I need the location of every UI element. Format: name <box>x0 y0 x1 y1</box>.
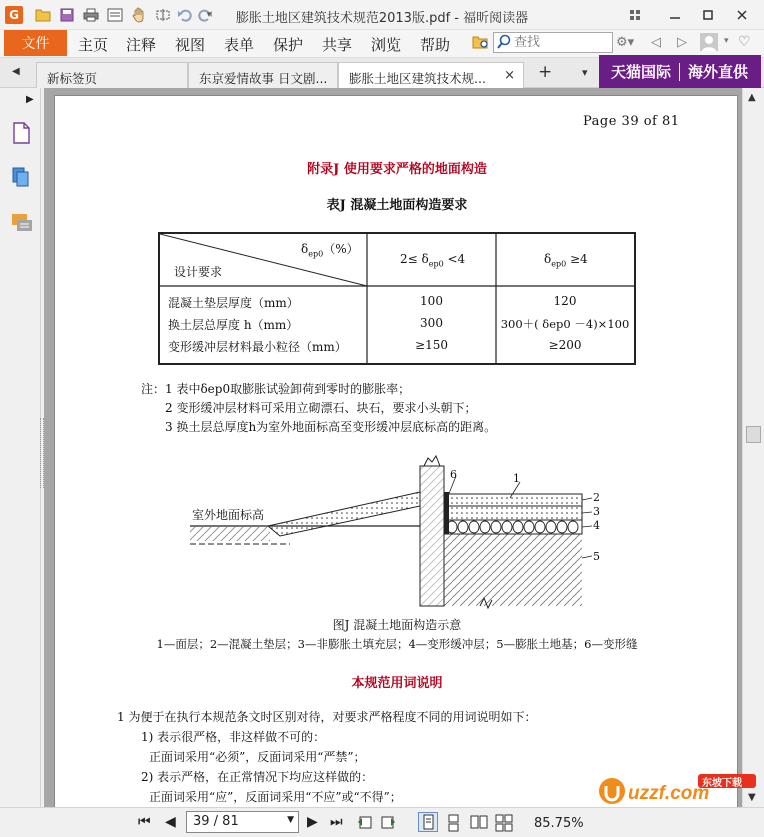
concrete-floor-requirements-table <box>158 232 636 365</box>
row-label-cushion-thickness: 混凝土垫层厚度（mm） <box>168 296 299 310</box>
body-line-4: 2) 表示严格，在正常情况下均应这样做的： <box>141 770 374 784</box>
figure-callout-3: 3 <box>593 505 600 518</box>
next-view-icon[interactable] <box>380 814 396 834</box>
previous-page-icon[interactable]: ◀ <box>165 814 176 830</box>
properties-icon[interactable] <box>106 6 124 24</box>
tab-label: 新标签页 <box>47 71 98 86</box>
tab-menu-dropdown-icon[interactable]: ▾ <box>582 66 588 79</box>
body-line-2: 1) 表示很严格，非这样做不可的： <box>141 730 326 744</box>
watermark-badge: 东坡下载 <box>702 778 742 789</box>
close-window-button[interactable] <box>729 4 755 26</box>
new-tab-button[interactable]: + <box>538 62 553 82</box>
file-menu[interactable]: 文件 <box>4 30 67 56</box>
continuous-facing-view-icon[interactable] <box>495 814 513 836</box>
tab-tokyo-love-story[interactable] <box>188 62 338 88</box>
maximize-button[interactable] <box>695 4 721 26</box>
menu-form[interactable]: 表单 <box>224 36 255 54</box>
watermark-brand: uzzf.com <box>628 783 710 804</box>
row-value-cushion-1: 100 <box>420 294 443 308</box>
zoom-level[interactable]: 85.75% <box>534 816 584 831</box>
user-avatar-icon[interactable] <box>700 33 718 55</box>
status-bar <box>0 807 764 837</box>
appendix-title: 附录J 使用要求严格的地面构造 <box>307 162 487 177</box>
tab-new-tab[interactable] <box>36 62 188 88</box>
last-page-icon[interactable]: ⏭ <box>330 814 343 830</box>
row-value-grain-1: ≥150 <box>415 338 448 352</box>
scrollbar-thumb[interactable] <box>746 426 761 443</box>
corner-header-design: 设计要求 <box>174 265 223 279</box>
document-viewport[interactable] <box>44 88 742 807</box>
body-line-3: 正面词采用“必须”，反面词采用“严禁”； <box>149 750 366 764</box>
corner-header-delta: $\delta_{ep0}(\%)$ <box>301 242 359 259</box>
save-icon[interactable] <box>58 6 76 24</box>
search-input[interactable] <box>514 34 610 51</box>
row-value-grain-2: ≥200 <box>548 338 582 352</box>
next-page-icon[interactable]: ▶ <box>307 814 318 830</box>
expand-panel-arrow-icon[interactable]: ▶ <box>26 94 34 105</box>
minimize-button[interactable] <box>662 4 688 26</box>
tab-list-icon[interactable]: ◀ <box>12 66 20 77</box>
row-value-replacement-1: 300 <box>420 316 443 330</box>
hand-tool-icon[interactable] <box>130 6 148 24</box>
settings-gear-icon[interactable]: ⚙▾ <box>616 35 635 50</box>
body-line-1: 1 为便于在执行本规范条文时区别对待，对要求严格程度不同的用词说明如下： <box>117 710 537 724</box>
column-header-range-2: $\delta_{ep0} \ge 4$ <box>544 252 588 269</box>
customize-toolbar-dropdown-icon[interactable]: ▾ <box>206 10 212 20</box>
window-title: 膨胀土地区建筑技术规范2013版.pdf - 福昕阅读器 <box>235 11 529 26</box>
search-icon <box>497 34 511 53</box>
vertical-scrollbar[interactable] <box>742 88 764 807</box>
ad-text-left: 天猫国际 <box>611 63 672 81</box>
menu-view[interactable]: 视图 <box>175 36 206 54</box>
row-value-cushion-2: 120 <box>553 294 577 308</box>
page-dropdown-icon[interactable]: ▼ <box>287 815 294 825</box>
figure-callout-2: 2 <box>593 491 600 504</box>
search-box[interactable] <box>493 32 613 53</box>
tab-label: 膨胀土地区建筑技术规... <box>349 71 486 86</box>
column-header-range-1: $2\le \delta_{ep0} <4$ <box>400 252 466 269</box>
ad-text-right: 海外直供 <box>688 63 749 81</box>
floor-structure-diagram <box>180 446 640 614</box>
favorite-heart-icon[interactable]: ♡ <box>738 34 751 50</box>
navigation-panel <box>0 88 41 807</box>
page-thumbnails-icon[interactable] <box>11 122 31 144</box>
print-icon[interactable] <box>82 6 100 24</box>
back-arrow-icon[interactable]: ◁ <box>651 35 661 50</box>
window-mode-icon[interactable] <box>622 4 648 26</box>
uzzf-watermark-logo <box>592 772 758 806</box>
layers-icon[interactable] <box>11 166 31 188</box>
body-line-5: 正面词采用“应”，反面词采用“不应”或“不得”； <box>149 790 402 804</box>
ground-level-label: 室外地面标高 <box>192 508 265 522</box>
comments-icon[interactable] <box>11 212 31 234</box>
section-title: 本规范用词说明 <box>351 676 443 691</box>
note-1: 注：1 表中δep0取膨胀试验卸荷到零时的膨胀率； <box>141 382 411 396</box>
figure-callout-4: 4 <box>593 519 600 532</box>
menu-home[interactable]: 主页 <box>78 36 109 54</box>
first-page-icon[interactable]: ⏮ <box>138 814 151 830</box>
row-label-replacement-thickness: 换土层总厚度 h（mm） <box>168 318 299 332</box>
row-label-grain-size: 变形缓冲层材料最小粒径（mm） <box>168 340 347 354</box>
close-tab-icon[interactable]: × <box>504 68 515 83</box>
menu-share[interactable]: 共享 <box>322 36 353 54</box>
search-folder-icon[interactable] <box>472 34 490 54</box>
page-number-field[interactable] <box>186 811 299 833</box>
select-tool-icon[interactable] <box>154 6 172 24</box>
ribbon-menu-bar <box>0 30 764 58</box>
menu-comment[interactable]: 注释 <box>126 36 157 54</box>
scroll-down-arrow-icon[interactable]: ▼ <box>748 792 756 803</box>
app-logo: G <box>5 6 23 24</box>
row-value-replacement-2: 300＋( δep0 －4)×100 <box>500 317 630 331</box>
continuous-view-icon[interactable] <box>445 814 461 836</box>
figure-legend: 1—面层；2—混凝土垫层；3—非膨胀土填充层；4—变形缓冲层；5—膨胀土地基；6—变形缝 <box>156 637 638 651</box>
tab-current-document[interactable] <box>338 62 524 88</box>
page-number-header: Page 39 of 81 <box>583 114 680 129</box>
pdf-page <box>54 95 738 807</box>
menu-help[interactable]: 帮助 <box>420 36 451 54</box>
figure-callout-6: 6 <box>450 468 457 481</box>
title-bar <box>0 0 764 30</box>
user-dropdown-icon[interactable]: ▾ <box>724 36 729 46</box>
figure-callout-1: 1 <box>513 472 520 485</box>
facing-view-icon[interactable] <box>470 814 488 834</box>
page-number-value: 39 / 81 <box>193 814 239 829</box>
undo-icon[interactable] <box>176 6 194 24</box>
previous-view-icon[interactable] <box>357 814 373 834</box>
scroll-up-arrow-icon[interactable]: ▲ <box>748 92 756 103</box>
note-3: 3 换土层总厚度h为室外地面标高至变形缓冲层底标高的距离。 <box>165 420 497 434</box>
figure-caption: 图J 混凝土地面构造示意 <box>332 618 462 632</box>
note-2: 2 变形缓冲层材料可采用立砌漂石、块石，要求小头朝下； <box>165 401 477 415</box>
figure-callout-5: 5 <box>593 550 600 563</box>
menu-protect[interactable]: 保护 <box>273 36 304 54</box>
menu-browse[interactable]: 浏览 <box>371 36 402 54</box>
tmall-ad-banner[interactable] <box>599 55 761 88</box>
single-page-view-icon[interactable] <box>418 812 438 832</box>
tab-label: 东京爱情故事 日文剧... <box>199 71 328 86</box>
table-title: 表J 混凝土地面构造要求 <box>326 198 468 213</box>
open-folder-icon[interactable] <box>34 6 52 24</box>
forward-arrow-icon[interactable]: ▷ <box>677 35 687 50</box>
